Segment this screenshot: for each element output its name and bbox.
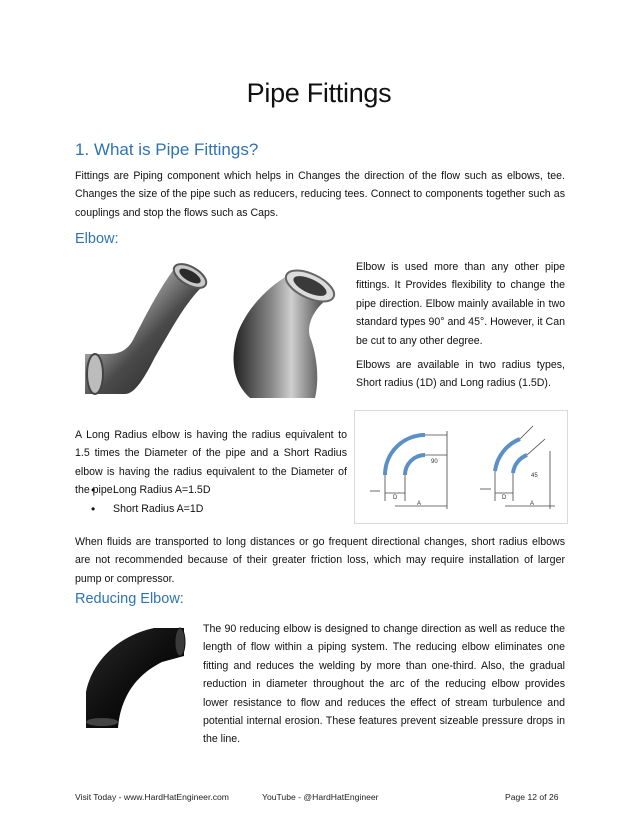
footer-youtube: YouTube - @HardHatEngineer — [262, 792, 379, 802]
elbow-90-photo — [75, 262, 215, 402]
elbow-45-photo — [220, 262, 348, 402]
page-title: Pipe Fittings — [246, 78, 392, 108]
footer-website: Visit Today - www.HardHatEngineer.com — [75, 792, 229, 802]
diagram-label-d2: D — [502, 495, 507, 501]
elbow-description — [356, 258, 565, 393]
diagram-label-45: 45 — [531, 473, 538, 479]
diagram-label-d: D — [393, 495, 398, 501]
elbow-para-2: Elbows are available in two radius types, Short radius (1D) and Long radius (1.5D). — [356, 359, 565, 390]
elbow-dimension-diagram — [354, 410, 568, 524]
list-item: • Short Radius A=1D — [75, 500, 347, 519]
radius-paragraph: A Long Radius elbow is having the radius equivalent to 1.5 times the Diameter of the pipe and a Short Radius elbow is having the radius equivalent to the Diameter of the pipe. — [75, 429, 347, 497]
elbow-heading: Elbow: — [75, 231, 119, 247]
list-item: • Long Radius A=1.5D — [75, 481, 347, 500]
footer-page-number: Page 12 of 26 — [505, 792, 559, 802]
elbow-para-1: Elbow is used more than any other pipe fittings. It Provides flexibility to change the pipe direction. Elbow mainly available in two standard types 90° and 45°. However, it Can be cut to any other degree. — [356, 261, 565, 347]
intro-paragraph: Fittings are Piping component which helps in Changes the direction of the flow such as elbows, tee. Changes the size of the pipe such as reducers, reducing tees. Connect to components together such as couplings and stop the flows such as Caps. — [75, 170, 565, 219]
diagram-label-a: A — [417, 501, 422, 507]
reducing-elbow-heading: Reducing Elbow: — [75, 591, 184, 607]
fluids-paragraph: When fluids are transported to long distances or go frequent directional changes, short radius elbows are not recommended because of their greater friction loss, which may require installation of larger pump or compressor. — [75, 536, 565, 585]
reducing-elbow-photo — [72, 622, 190, 732]
radius-list — [75, 481, 347, 519]
reducing-elbow-paragraph: The 90 reducing elbow is designed to change direction as well as reduce the length of flow within a piping system. The reducing elbow eliminates one fitting and reduces the welding by more than one-third. Also, the gradual reduction in diameter throughout the arc of the reducing elbow provides lower resistance to flow and reduces the effect of stream turbulence and potential internal erosion. These features prevent sizeable pressure drops in the line. — [203, 623, 565, 746]
section-heading: 1. What is Pipe Fittings? — [75, 140, 259, 159]
diagram-label-90: 90 — [431, 459, 438, 465]
diagram-label-a2: A — [530, 501, 535, 507]
